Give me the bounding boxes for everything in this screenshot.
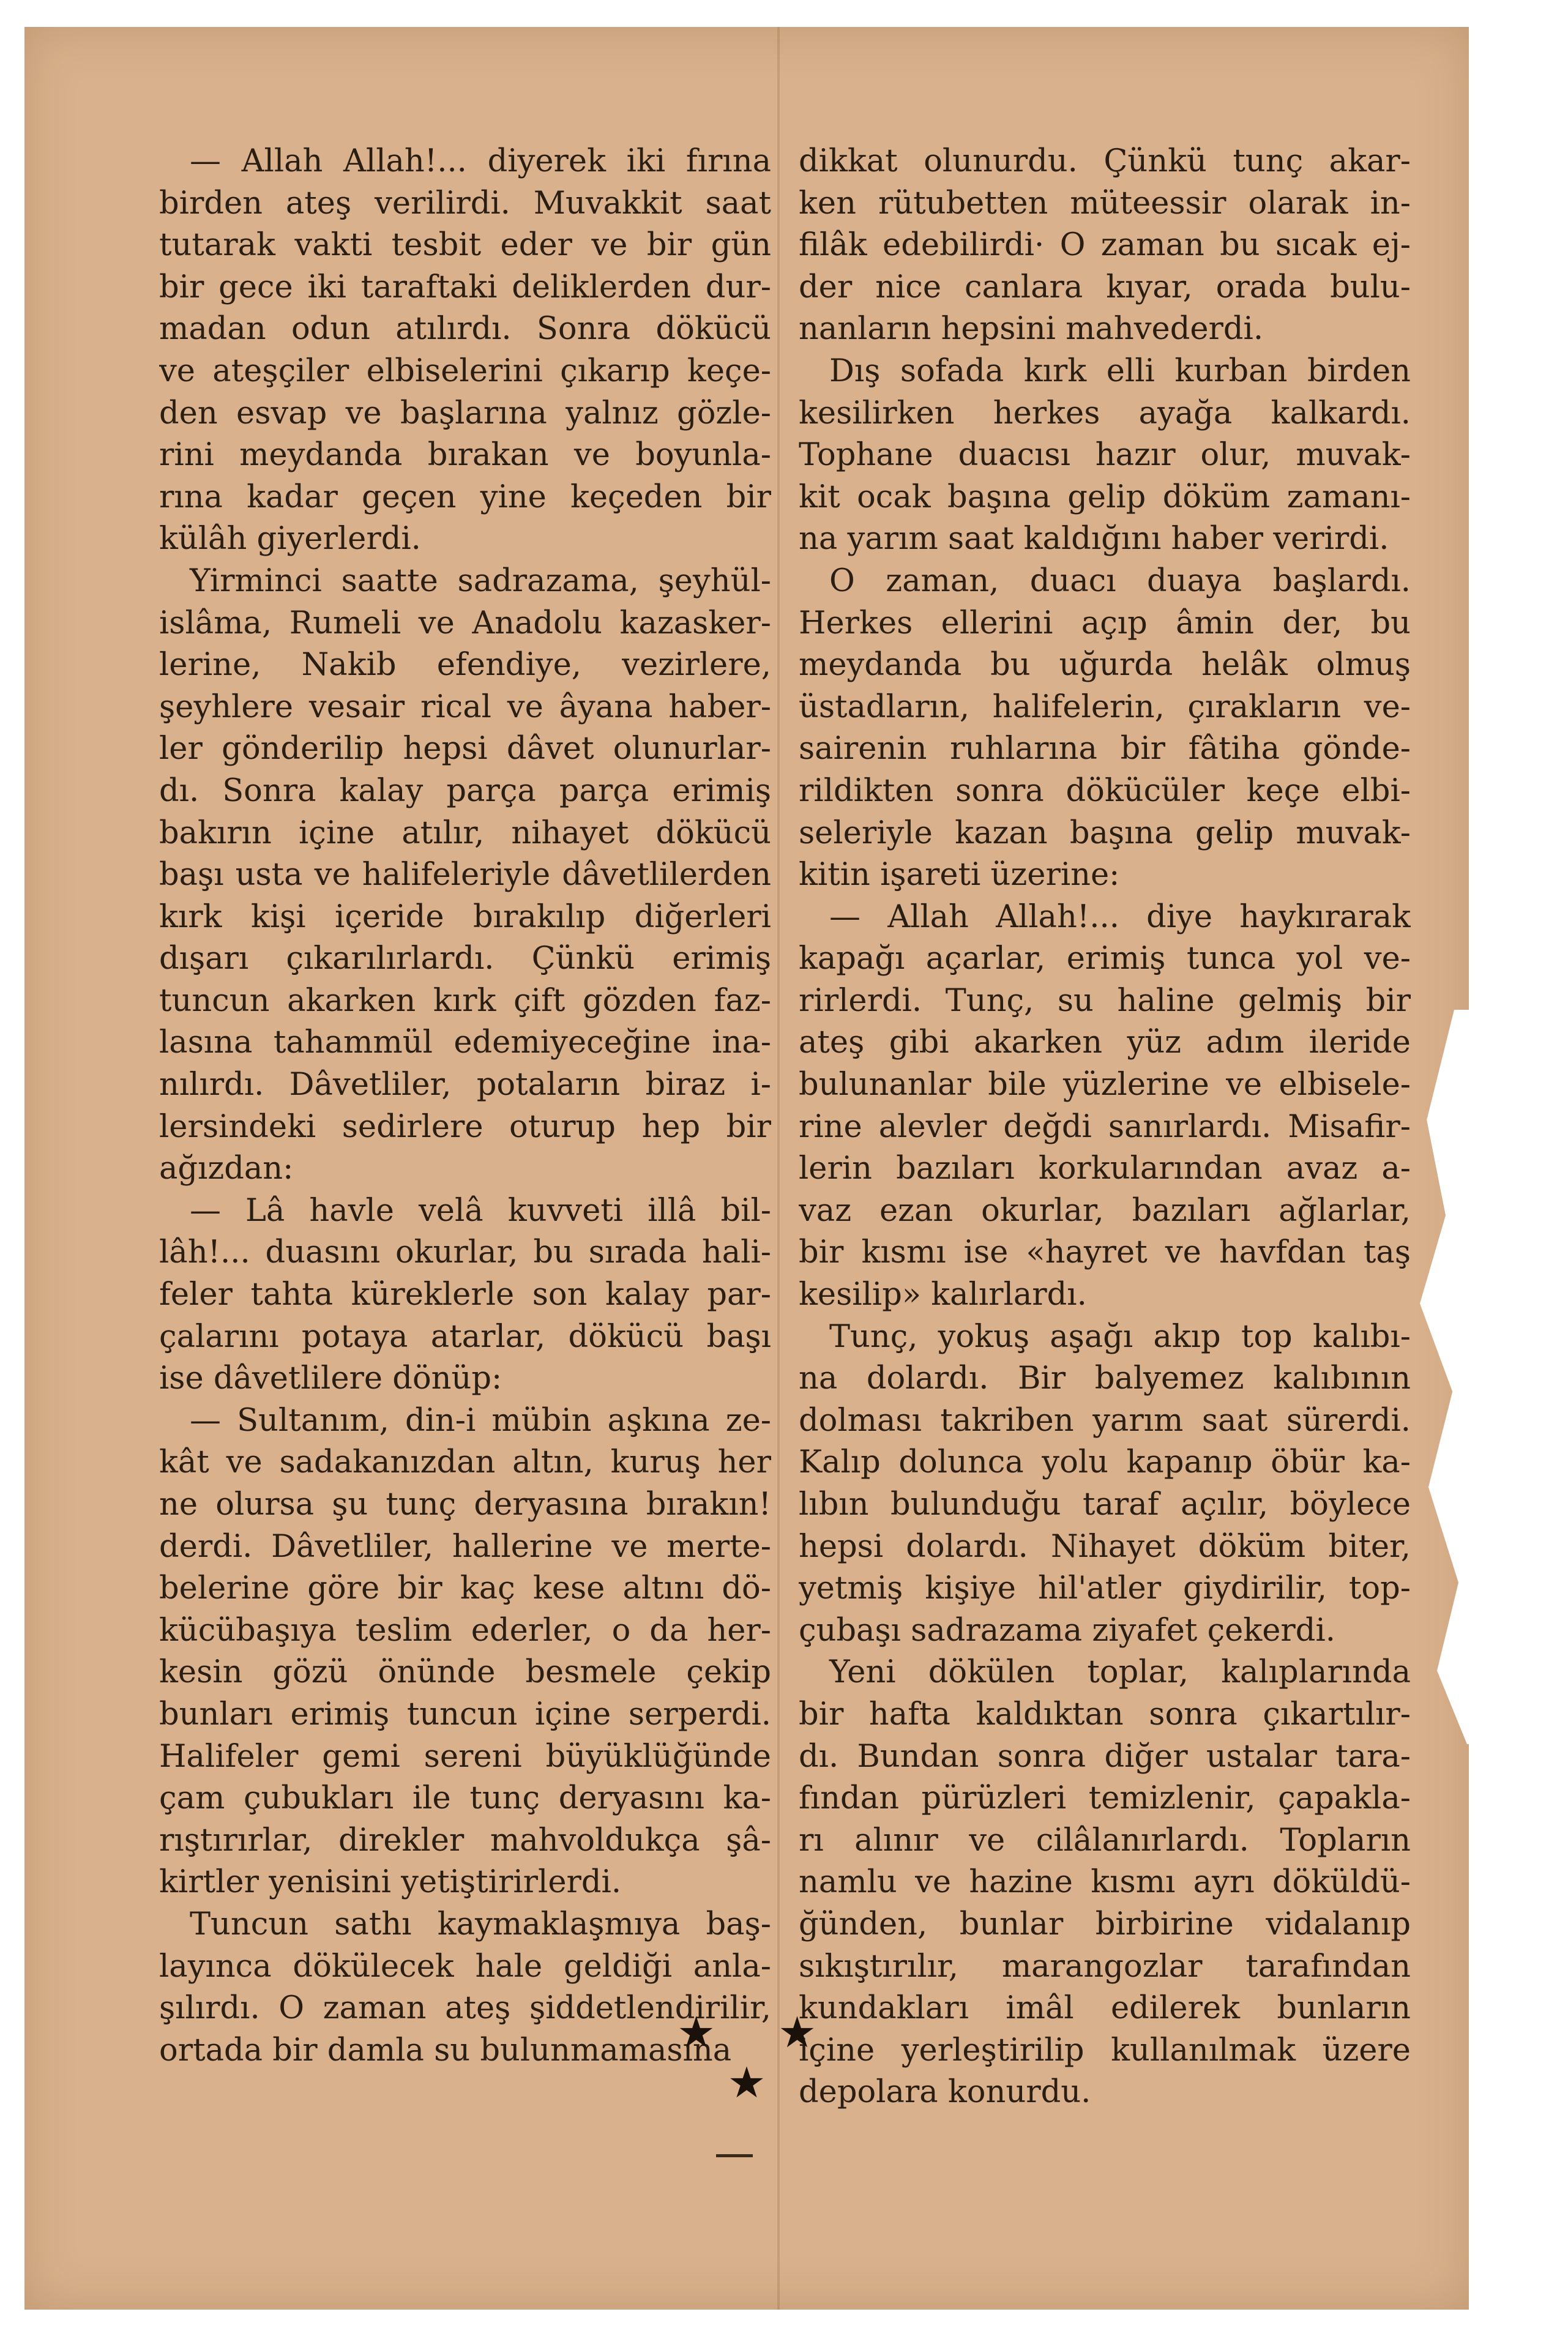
text-line: lâh!... duasını okurlar, bu sırada hali- xyxy=(159,1234,771,1271)
text-line: kesilip» kalırlardı. xyxy=(799,1277,1087,1313)
text-line: dolması takriben yarım saat sürerdi. xyxy=(799,1402,1411,1439)
left-text-column xyxy=(159,141,771,2072)
text-line: Yeni dökülen toplar, kalıplarında xyxy=(829,1654,1411,1691)
text-line: külâh giyerlerdi. xyxy=(159,521,421,558)
text-line: depolara konurdu. xyxy=(799,2074,1091,2111)
text-line: seleriyle kazan başına gelip muvak- xyxy=(799,815,1411,851)
text-line: üstadların, halifelerin, çırakların ve- xyxy=(799,688,1411,725)
text-line: bir hafta kaldıktan sonra çıkartılır- xyxy=(799,1696,1411,1733)
text-line: rini meydanda bırakan ve boyunla- xyxy=(159,437,771,474)
text-line: na yarım saat kaldığını haber verirdi. xyxy=(799,521,1389,558)
text-line: rine alevler değdi sanırlardı. Misafir- xyxy=(799,1108,1411,1145)
text-line: ve ateşçiler elbiselerini çıkarıp keçe- xyxy=(159,353,771,389)
text-line: kât ve sadakanızdan altın, kuruş her xyxy=(159,1444,771,1481)
text-line: çam çubukları ile tunç deryasını ka- xyxy=(159,1780,771,1817)
text-line: bir kısmı ise «hayret ve havfdan taş xyxy=(799,1234,1411,1271)
text-line: çubaşı sadrazama ziyafet çekerdi. xyxy=(799,1612,1335,1649)
text-line: Dış sofada kırk elli kurban birden xyxy=(829,353,1411,389)
text-line: kit ocak başına gelip döküm zamanı- xyxy=(799,479,1411,515)
text-line: nanların hepsini mahvederdi. xyxy=(799,311,1264,348)
text-line: bunları erimiş tuncun içine serperdi. xyxy=(159,1696,771,1733)
text-line: ne olursa şu tunç deryasına bırakın! xyxy=(159,1487,771,1523)
text-line: kesilirken herkes ayağa kalkardı. xyxy=(799,395,1411,431)
end-dash xyxy=(716,2154,753,2157)
text-line: ise dâvetlilere dönüp: xyxy=(159,1360,502,1397)
text-line: lersindeki sedirlere oturup hep bir xyxy=(159,1108,771,1145)
text-line: ğünden, bunlar birbirine vidalanıp xyxy=(799,1906,1411,1942)
text-line: feler tahta küreklerle son kalay par- xyxy=(159,1277,771,1313)
text-line: kırk kişi içeride bırakılıp diğerleri xyxy=(159,898,771,935)
text-line: ateş gibi akarken yüz adım ileride xyxy=(799,1024,1411,1061)
text-line: dikkat olunurdu. Çünkü tunç akar- xyxy=(799,143,1411,179)
text-line: rirlerdi. Tunç, su haline gelmiş bir xyxy=(799,982,1411,1019)
text-line: çalarını potaya atarlar, dökücü başı xyxy=(159,1318,771,1355)
text-line: den esvap ve başlarına yalnız gözle- xyxy=(159,395,771,431)
text-line: islâma, Rumeli ve Anadolu kazasker- xyxy=(159,605,771,641)
text-line: rına kadar geçen yine keçeden bir xyxy=(159,479,771,515)
text-line: Kalıp dolunca yolu kapanıp öbür ka- xyxy=(799,1444,1411,1481)
text-line: Halifeler gemi sereni büyüklüğünde xyxy=(159,1738,771,1775)
fold-crease xyxy=(777,27,780,2310)
text-line: lerin bazıları korkularından avaz a- xyxy=(799,1151,1411,1187)
text-line: dı. Sonra kalay parça parça erimiş xyxy=(159,772,771,809)
text-line: fından pürüzleri temizlenir, çapakla- xyxy=(799,1780,1411,1817)
text-line: madan odun atılırdı. Sonra dökücü xyxy=(159,311,771,348)
text-line: lıbın bulunduğu taraf açılır, böylece xyxy=(799,1487,1411,1523)
text-line: belerine göre bir kaç kese altını dö- xyxy=(159,1570,771,1607)
text-line: lasına tahammül edemiyeceğine ina- xyxy=(159,1024,771,1061)
text-line: birden ateş verilirdi. Muvakkit saat xyxy=(159,185,771,222)
text-line: — Lâ havle velâ kuvveti illâ bil- xyxy=(190,1192,771,1229)
text-line: tutarak vakti tesbit eder ve bir gün xyxy=(159,227,771,264)
text-line: nılırdı. Dâvetliler, potaların biraz i- xyxy=(159,1067,771,1103)
text-line: tuncun akarken kırk çift gözden faz- xyxy=(159,982,771,1019)
text-line: sıkıştırılır, marangozlar tarafından xyxy=(799,1948,1411,1985)
text-line: namlu ve hazine kısmı ayrı döküldü- xyxy=(799,1864,1411,1901)
text-line: hepsi dolardı. Nihayet döküm biter, xyxy=(799,1528,1411,1565)
text-line: Herkes ellerini açıp âmin der, bu xyxy=(799,605,1411,641)
text-line: şılırdı. O zaman ateş şiddetlendirilir, xyxy=(159,1990,771,2027)
text-line: içine yerleştirilip kullanılmak üzere xyxy=(799,2032,1411,2069)
text-line: — Allah Allah!... diyerek iki fırına xyxy=(190,143,771,179)
text-line: ortada bir damla su bulunmamasına xyxy=(159,2032,732,2069)
text-line: bir gece iki taraftaki deliklerden dur- xyxy=(159,269,771,305)
text-line: vaz ezan okurlar, bazıları ağlarlar, xyxy=(799,1192,1411,1229)
text-line: lerine, Nakib efendiye, vezirlere, xyxy=(159,647,771,684)
text-line: na dolardı. Bir balyemez kalıbının xyxy=(799,1360,1411,1397)
right-text-column xyxy=(799,141,1411,2114)
text-line: Tuncun sathı kaymaklaşmıya baş- xyxy=(190,1906,771,1942)
text-line: şeyhlere vesair rical ve âyana haber- xyxy=(159,688,771,725)
text-line: sairenin ruhlarına bir fâtiha gönde- xyxy=(799,731,1411,767)
text-line: layınca dökülecek hale geldiği anla- xyxy=(159,1948,771,1985)
text-line: O zaman, duacı duaya başlardı. xyxy=(829,562,1411,599)
text-line: dı. Bundan sonra diğer ustalar tara- xyxy=(799,1738,1411,1775)
text-line: kücübaşıya teslim ederler, o da her- xyxy=(159,1612,771,1649)
text-line: Tunç, yokuş aşağı akıp top kalıbı- xyxy=(829,1318,1411,1355)
text-line: rı alınır ve cilâlanırlardı. Topların xyxy=(799,1822,1411,1859)
text-line: — Allah Allah!... diye haykırarak xyxy=(829,898,1411,935)
text-line: meydanda bu uğurda helâk olmuş xyxy=(799,647,1411,684)
text-line: bulunanlar bile yüzlerine ve elbisele- xyxy=(799,1067,1411,1103)
text-line: derdi. Dâvetliler, hallerine ve merte- xyxy=(159,1528,771,1565)
text-line: dışarı çıkarılırlardı. Çünkü erimiş xyxy=(159,941,771,977)
text-line: ler gönderilip hepsi dâvet olunurlar- xyxy=(159,731,771,767)
text-line: rildikten sonra dökücüler keçe elbi- xyxy=(799,772,1411,809)
text-line: filâk edebilirdi· O zaman bu sıcak ej- xyxy=(799,227,1411,264)
text-line: ken rütubetten müteessir olarak in- xyxy=(799,185,1411,222)
text-line: kundakları imâl edilerek bunların xyxy=(799,1990,1411,2027)
text-line: kitin işareti üzerine: xyxy=(799,857,1120,893)
text-line: Yirminci saatte sadrazama, şeyhül- xyxy=(190,562,771,599)
text-line: ağızdan: xyxy=(159,1151,294,1187)
text-line: kesin gözü önünde besmele çekip xyxy=(159,1654,771,1691)
text-line: Tophane duacısı hazır olur, muvak- xyxy=(799,437,1411,474)
text-line: başı usta ve halifeleriyle dâvetlilerden xyxy=(159,857,771,893)
section-separator: ★ ★ ★ xyxy=(677,2007,841,2108)
text-line: bakırın içine atılır, nihayet dökücü xyxy=(159,815,771,851)
text-line: yetmiş kişiye hil'atler giydirilir, top- xyxy=(799,1570,1411,1607)
text-line: — Sultanım, din-i mübin aşkına ze- xyxy=(190,1402,771,1439)
text-line: der nice canlara kıyar, orada bulu- xyxy=(799,269,1411,305)
text-line: kapağı açarlar, erimiş tunca yol ve- xyxy=(799,941,1411,977)
text-line: kirtler yenisini yetiştirirlerdi. xyxy=(159,1864,622,1901)
text-line: rıştırırlar, direkler mahvoldukça şâ- xyxy=(159,1822,771,1859)
